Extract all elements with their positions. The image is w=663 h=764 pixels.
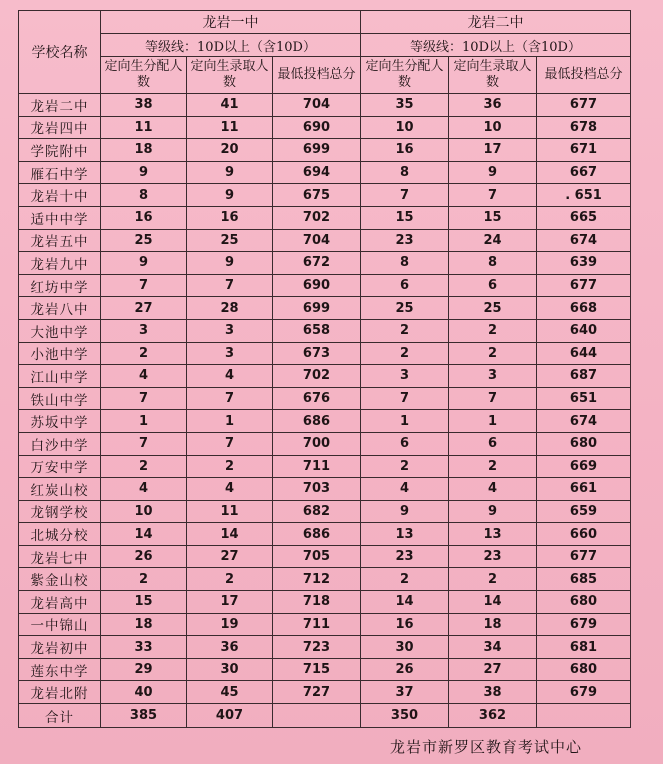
cell-a-min-score: 686	[273, 410, 361, 433]
cell-b-allocated: 1	[361, 410, 449, 433]
cell-a-allocated: 9	[101, 252, 187, 275]
cell-school-name: 雁石中学	[19, 161, 101, 184]
cell-a-admitted: 17	[187, 591, 273, 614]
header-school-b: 龙岩二中	[361, 11, 631, 34]
cell-a-min-score: 715	[273, 658, 361, 681]
table-row	[19, 161, 631, 184]
cell-b-allocated: 23	[361, 545, 449, 568]
table-row	[19, 658, 631, 681]
cell-a-allocated: 2	[101, 342, 187, 365]
cell-b-admitted: 4	[449, 478, 537, 501]
cell-b-allocated: 35	[361, 94, 449, 117]
cell-school-name: 白沙中学	[19, 432, 101, 455]
table-body	[19, 94, 631, 728]
cell-a-allocated: 4	[101, 478, 187, 501]
cell-a-allocated: 7	[101, 274, 187, 297]
cell-a-admitted: 41	[187, 94, 273, 117]
cell-a-min-score: 711	[273, 613, 361, 636]
table-row	[19, 681, 631, 704]
cell-a-allocated: 2	[101, 455, 187, 478]
cell-b-admitted: 7	[449, 387, 537, 410]
cell-b-allocated: 2	[361, 568, 449, 591]
cell-b-min-score: 667	[537, 161, 631, 184]
cell-b-allocated: 10	[361, 116, 449, 139]
cell-b-min-score: 640	[537, 319, 631, 342]
cell-school-name: 万安中学	[19, 455, 101, 478]
cell-a-admitted: 27	[187, 545, 273, 568]
cell-school-name: 龙岩初中	[19, 636, 101, 659]
cell-school-name: 龙岩北附	[19, 681, 101, 704]
cell-a-allocated: 26	[101, 545, 187, 568]
cell-b-admitted: 2	[449, 455, 537, 478]
cell-b-min-score: 677	[537, 545, 631, 568]
cell-b-allocated: 8	[361, 252, 449, 275]
cell-a-admitted: 20	[187, 139, 273, 162]
cell-b-allocated: 3	[361, 365, 449, 388]
cell-a-min-score: 676	[273, 387, 361, 410]
total-cell-b-allocated: 350	[361, 704, 449, 728]
cell-a-min-score: 723	[273, 636, 361, 659]
table-row	[19, 478, 631, 501]
cell-a-admitted: 4	[187, 365, 273, 388]
cell-a-allocated: 40	[101, 681, 187, 704]
cell-b-admitted: 23	[449, 545, 537, 568]
cell-b-allocated: 25	[361, 297, 449, 320]
cell-a-admitted: 16	[187, 206, 273, 229]
cell-a-allocated: 18	[101, 613, 187, 636]
cell-a-allocated: 33	[101, 636, 187, 659]
cell-b-min-score: 665	[537, 206, 631, 229]
cell-school-name: 龙岩八中	[19, 297, 101, 320]
cell-a-min-score: 672	[273, 252, 361, 275]
cell-school-name: 江山中学	[19, 365, 101, 388]
cell-a-allocated: 16	[101, 206, 187, 229]
cell-a-min-score: 704	[273, 94, 361, 117]
cell-a-min-score: 675	[273, 184, 361, 207]
cell-b-min-score: . 651	[537, 184, 631, 207]
cell-a-min-score: 702	[273, 206, 361, 229]
cell-a-allocated: 10	[101, 500, 187, 523]
cell-a-admitted: 11	[187, 500, 273, 523]
cell-b-allocated: 8	[361, 161, 449, 184]
table-row	[19, 500, 631, 523]
table-row	[19, 252, 631, 275]
cell-b-admitted: 7	[449, 184, 537, 207]
total-cell-school-name: 合计	[19, 704, 101, 728]
cell-a-min-score: 727	[273, 681, 361, 704]
total-cell-b-min-score	[537, 704, 631, 728]
cell-b-admitted: 10	[449, 116, 537, 139]
cell-b-allocated: 37	[361, 681, 449, 704]
header-a-allocated: 定向生分配人数	[101, 57, 187, 94]
cell-a-admitted: 14	[187, 523, 273, 546]
cell-a-allocated: 1	[101, 410, 187, 433]
cell-a-min-score: 705	[273, 545, 361, 568]
cell-b-admitted: 24	[449, 229, 537, 252]
cell-a-allocated: 27	[101, 297, 187, 320]
cell-school-name: 一中锦山	[19, 613, 101, 636]
cell-a-admitted: 11	[187, 116, 273, 139]
cell-a-min-score: 690	[273, 116, 361, 139]
cell-school-name: 小池中学	[19, 342, 101, 365]
cell-a-admitted: 9	[187, 184, 273, 207]
cell-b-admitted: 15	[449, 206, 537, 229]
cell-school-name: 龙岩二中	[19, 94, 101, 117]
cell-b-admitted: 36	[449, 94, 537, 117]
cell-school-name: 红坊中学	[19, 274, 101, 297]
table-row	[19, 342, 631, 365]
cell-b-admitted: 14	[449, 591, 537, 614]
cell-b-min-score: 679	[537, 613, 631, 636]
table-row	[19, 636, 631, 659]
admission-score-table	[18, 10, 631, 728]
total-row	[19, 704, 631, 728]
table-row	[19, 365, 631, 388]
cell-a-min-score: 673	[273, 342, 361, 365]
cell-school-name: 龙岩七中	[19, 545, 101, 568]
cell-a-min-score: 702	[273, 365, 361, 388]
cell-school-name: 铁山中学	[19, 387, 101, 410]
cell-a-allocated: 2	[101, 568, 187, 591]
cell-b-admitted: 2	[449, 342, 537, 365]
header-school-a: 龙岩一中	[101, 11, 361, 34]
table-row	[19, 432, 631, 455]
cell-a-min-score: 711	[273, 455, 361, 478]
cell-b-min-score: 659	[537, 500, 631, 523]
cell-a-min-score: 703	[273, 478, 361, 501]
cell-school-name: 龙岩十中	[19, 184, 101, 207]
table-row	[19, 184, 631, 207]
cell-b-allocated: 6	[361, 274, 449, 297]
cell-school-name: 莲东中学	[19, 658, 101, 681]
cell-a-admitted: 30	[187, 658, 273, 681]
cell-b-admitted: 1	[449, 410, 537, 433]
cell-a-min-score: 690	[273, 274, 361, 297]
cell-b-allocated: 2	[361, 319, 449, 342]
table-row	[19, 297, 631, 320]
header-grade-line-b: 等级线：10D以上（含10D）	[361, 34, 631, 57]
table-row	[19, 274, 631, 297]
cell-a-allocated: 7	[101, 432, 187, 455]
header-a-min-score: 最低投档总分	[273, 57, 361, 94]
header-a-admitted: 定向生录取人数	[187, 57, 273, 94]
cell-a-admitted: 1	[187, 410, 273, 433]
cell-a-min-score: 694	[273, 161, 361, 184]
cell-school-name: 学院附中	[19, 139, 101, 162]
cell-a-admitted: 9	[187, 252, 273, 275]
cell-b-admitted: 8	[449, 252, 537, 275]
header-b-allocated: 定向生分配人数	[361, 57, 449, 94]
cell-b-allocated: 9	[361, 500, 449, 523]
table-row	[19, 94, 631, 117]
total-cell-b-admitted: 362	[449, 704, 537, 728]
cell-a-min-score: 658	[273, 319, 361, 342]
cell-b-min-score: 674	[537, 410, 631, 433]
total-cell-a-admitted: 407	[187, 704, 273, 728]
table-row	[19, 139, 631, 162]
cell-b-min-score: 680	[537, 432, 631, 455]
cell-a-allocated: 8	[101, 184, 187, 207]
cell-b-min-score: 681	[537, 636, 631, 659]
issuer-footer: 龙岩市新罗区教育考试中心	[390, 738, 583, 756]
cell-b-admitted: 2	[449, 319, 537, 342]
header-b-min-score: 最低投档总分	[537, 57, 631, 94]
cell-b-admitted: 38	[449, 681, 537, 704]
table-row	[19, 116, 631, 139]
cell-a-admitted: 7	[187, 387, 273, 410]
cell-b-allocated: 15	[361, 206, 449, 229]
cell-a-admitted: 36	[187, 636, 273, 659]
cell-school-name: 苏坂中学	[19, 410, 101, 433]
cell-a-admitted: 9	[187, 161, 273, 184]
cell-b-min-score: 668	[537, 297, 631, 320]
cell-a-admitted: 45	[187, 681, 273, 704]
cell-a-min-score: 699	[273, 139, 361, 162]
cell-b-min-score: 680	[537, 591, 631, 614]
table-row	[19, 455, 631, 478]
cell-a-allocated: 9	[101, 161, 187, 184]
cell-b-min-score: 660	[537, 523, 631, 546]
cell-a-min-score: 699	[273, 297, 361, 320]
cell-b-allocated: 26	[361, 658, 449, 681]
cell-b-admitted: 13	[449, 523, 537, 546]
cell-a-allocated: 11	[101, 116, 187, 139]
cell-b-min-score: 669	[537, 455, 631, 478]
cell-b-allocated: 23	[361, 229, 449, 252]
cell-b-min-score: 687	[537, 365, 631, 388]
header-grade-line-a: 等级线：10D以上（含10D）	[101, 34, 361, 57]
cell-a-allocated: 38	[101, 94, 187, 117]
table-row	[19, 523, 631, 546]
cell-a-allocated: 3	[101, 319, 187, 342]
cell-b-allocated: 16	[361, 613, 449, 636]
cell-b-admitted: 27	[449, 658, 537, 681]
table-row	[19, 387, 631, 410]
cell-b-min-score: 677	[537, 94, 631, 117]
cell-b-min-score: 671	[537, 139, 631, 162]
cell-b-allocated: 7	[361, 184, 449, 207]
cell-a-allocated: 7	[101, 387, 187, 410]
cell-b-allocated: 7	[361, 387, 449, 410]
cell-a-admitted: 2	[187, 455, 273, 478]
cell-b-allocated: 30	[361, 636, 449, 659]
cell-school-name: 红炭山校	[19, 478, 101, 501]
cell-a-min-score: 712	[273, 568, 361, 591]
cell-a-admitted: 2	[187, 568, 273, 591]
cell-a-min-score: 682	[273, 500, 361, 523]
cell-a-admitted: 3	[187, 342, 273, 365]
cell-a-admitted: 7	[187, 432, 273, 455]
cell-school-name: 龙岩高中	[19, 591, 101, 614]
cell-b-admitted: 3	[449, 365, 537, 388]
cell-a-allocated: 4	[101, 365, 187, 388]
cell-b-admitted: 9	[449, 161, 537, 184]
cell-b-min-score: 639	[537, 252, 631, 275]
cell-school-name: 龙钢学校	[19, 500, 101, 523]
cell-b-admitted: 25	[449, 297, 537, 320]
table-row	[19, 410, 631, 433]
cell-a-allocated: 14	[101, 523, 187, 546]
cell-b-allocated: 2	[361, 342, 449, 365]
cell-a-admitted: 28	[187, 297, 273, 320]
cell-b-min-score: 677	[537, 274, 631, 297]
cell-a-admitted: 4	[187, 478, 273, 501]
cell-a-allocated: 15	[101, 591, 187, 614]
cell-b-min-score: 685	[537, 568, 631, 591]
cell-b-min-score: 661	[537, 478, 631, 501]
cell-school-name: 适中中学	[19, 206, 101, 229]
cell-b-min-score: 678	[537, 116, 631, 139]
cell-a-admitted: 7	[187, 274, 273, 297]
table-row	[19, 545, 631, 568]
header-school-name: 学校名称	[19, 11, 101, 94]
total-cell-a-min-score	[273, 704, 361, 728]
cell-b-allocated: 2	[361, 455, 449, 478]
cell-a-min-score: 686	[273, 523, 361, 546]
cell-b-admitted: 17	[449, 139, 537, 162]
table-row	[19, 613, 631, 636]
cell-a-admitted: 19	[187, 613, 273, 636]
cell-b-min-score: 651	[537, 387, 631, 410]
table-row	[19, 591, 631, 614]
table-row	[19, 319, 631, 342]
header-b-admitted: 定向生录取人数	[449, 57, 537, 94]
cell-school-name: 龙岩九中	[19, 252, 101, 275]
cell-a-allocated: 25	[101, 229, 187, 252]
cell-school-name: 龙岩五中	[19, 229, 101, 252]
cell-b-min-score: 644	[537, 342, 631, 365]
cell-b-allocated: 4	[361, 478, 449, 501]
cell-b-admitted: 18	[449, 613, 537, 636]
cell-a-min-score: 700	[273, 432, 361, 455]
cell-b-allocated: 16	[361, 139, 449, 162]
cell-b-admitted: 6	[449, 274, 537, 297]
cell-b-min-score: 679	[537, 681, 631, 704]
cell-school-name: 大池中学	[19, 319, 101, 342]
cell-b-allocated: 14	[361, 591, 449, 614]
cell-school-name: 龙岩四中	[19, 116, 101, 139]
cell-a-admitted: 3	[187, 319, 273, 342]
cell-b-allocated: 13	[361, 523, 449, 546]
total-cell-a-allocated: 385	[101, 704, 187, 728]
table-row	[19, 206, 631, 229]
cell-b-admitted: 9	[449, 500, 537, 523]
cell-b-admitted: 34	[449, 636, 537, 659]
cell-a-allocated: 18	[101, 139, 187, 162]
cell-school-name: 紫金山校	[19, 568, 101, 591]
cell-a-admitted: 25	[187, 229, 273, 252]
table-row	[19, 229, 631, 252]
cell-b-min-score: 674	[537, 229, 631, 252]
cell-a-allocated: 29	[101, 658, 187, 681]
cell-b-admitted: 6	[449, 432, 537, 455]
table-row	[19, 568, 631, 591]
cell-b-admitted: 2	[449, 568, 537, 591]
cell-school-name: 北城分校	[19, 523, 101, 546]
cell-a-min-score: 704	[273, 229, 361, 252]
cell-a-min-score: 718	[273, 591, 361, 614]
cell-b-allocated: 6	[361, 432, 449, 455]
cell-b-min-score: 680	[537, 658, 631, 681]
